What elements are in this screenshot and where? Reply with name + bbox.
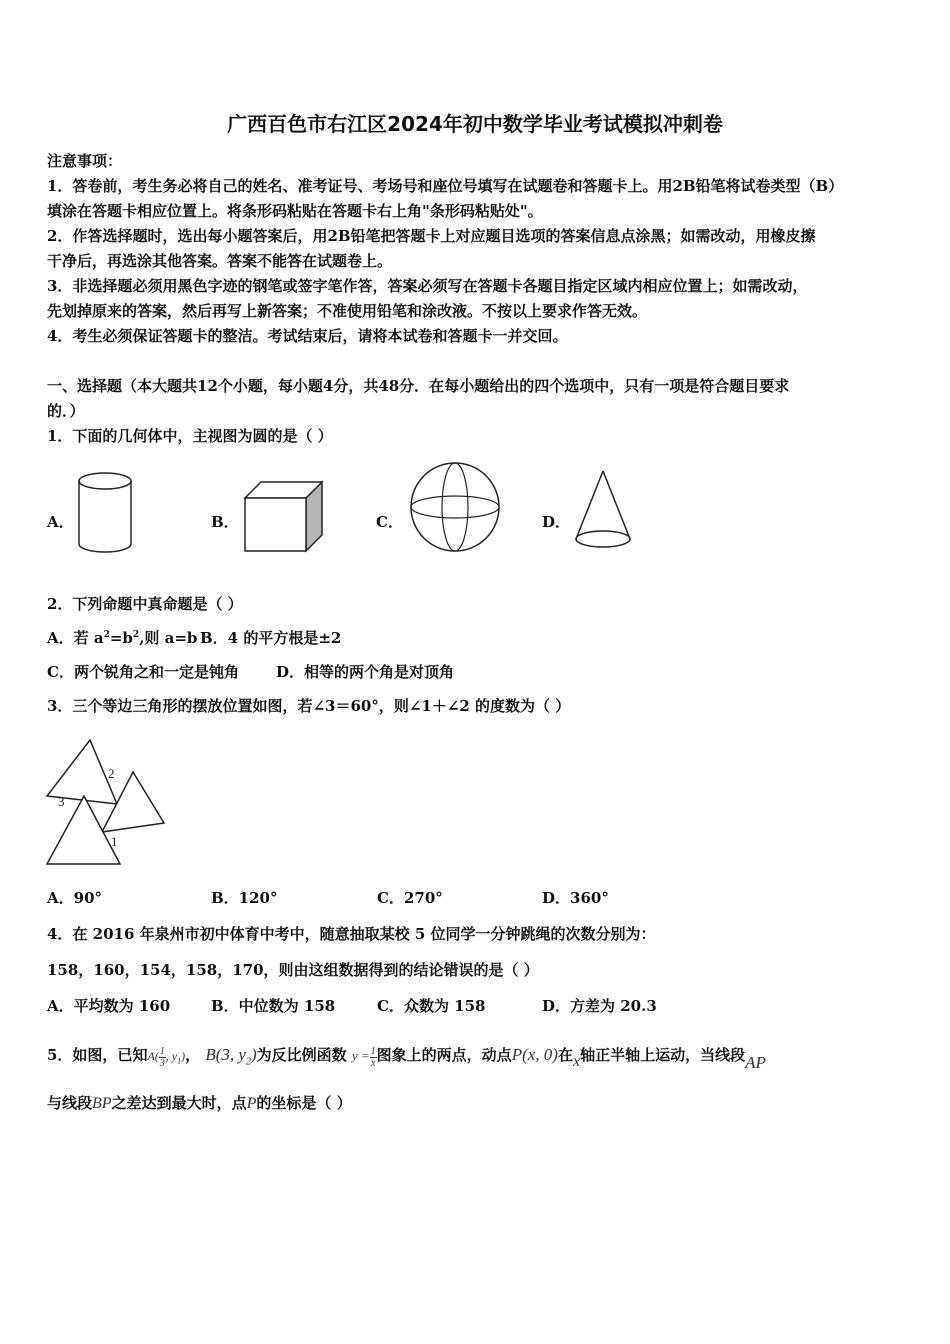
q3-option-d: D．360° bbox=[542, 889, 609, 907]
q1-option-d-label: D． bbox=[542, 513, 571, 531]
q2-option-b: B．4 的平方根是±2 bbox=[200, 629, 342, 647]
notice-line-2a: 2．作答选择题时，选出每小题答案后，用2B铅笔把答题卡上对应题目选项的答案信息点涂黑；如需改动，用橡皮擦 bbox=[47, 227, 816, 245]
q3-stem: 3．三个等边三角形的摆放位置如图，若∠3＝60°，则∠1＋∠2 的度数为（ ） bbox=[47, 697, 571, 715]
angle-label-1: 1 bbox=[111, 834, 118, 849]
q2-option-a: A．若 $a^2=b^2$,则 a=b bbox=[47, 629, 198, 647]
q4-stem: 4．在 2016 年泉州市初中体育中考中，随意抽取某校 5 位同学一分钟跳绳的次数分别为： bbox=[47, 925, 656, 943]
q5-line-2: 与线段BP之差达到最大时，点P的坐标是（ ） bbox=[47, 1094, 352, 1112]
q4-option-d: D．方差为 20.3 bbox=[542, 997, 657, 1015]
q1-option-c-label: C． bbox=[376, 513, 403, 531]
notice-line-4: 4．考生必须保证答题卡的整洁。考试结束后，请将本试卷和答题卡一并交回。 bbox=[47, 327, 568, 345]
q1-stem: 1．下面的几何体中，主视图为圆的是（ ） bbox=[47, 427, 333, 445]
notice-line-1b: 填涂在答题卡相应位置上。将条形码粘贴在答题卡右上角"条形码粘贴处"。 bbox=[47, 202, 543, 220]
q2-option-d: D．相等的两个角是对顶角 bbox=[276, 663, 455, 681]
q4-option-a: A．平均数为 160 bbox=[47, 997, 171, 1015]
cone-figure bbox=[572, 467, 636, 553]
q1-option-a-label: A． bbox=[47, 513, 74, 531]
q1-option-b-label: B． bbox=[211, 513, 239, 531]
q4-option-c: C．众数为 158 bbox=[377, 997, 486, 1015]
cylinder-figure bbox=[76, 470, 136, 556]
sphere-figure bbox=[407, 459, 503, 555]
page-title: 广西百色市右江区2024年初中数学毕业考试模拟冲刺卷 bbox=[227, 112, 723, 136]
q3-option-b: B．120° bbox=[211, 889, 278, 907]
angle-label-3: 3 bbox=[58, 794, 65, 809]
q4-data: 158，160，154，158，170，则由这组数据得到的结论错误的是（ ） bbox=[47, 961, 539, 979]
notice-line-3a: 3．非选择题必须用黑色字迹的钢笔或签字笔作答，答案必须写在答题卡各题目指定区域内相应位置上；如需改动， bbox=[47, 277, 808, 295]
notice-line-3b: 先划掉原来的答案，然后再写上新答案；不准使用铅笔和涂改液。不按以上要求作答无效。 bbox=[47, 302, 648, 320]
angle-label-2: 2 bbox=[108, 766, 115, 781]
cuboid-figure bbox=[240, 476, 330, 554]
q3-option-c: C．270° bbox=[377, 889, 443, 907]
triangles-figure bbox=[40, 732, 170, 868]
q4-option-b: B．中位数为 158 bbox=[211, 997, 336, 1015]
notice-line-1a: 1．答卷前，考生务必将自己的姓名、准考证号、考场号和座位号填写在试题卷和答题卡上。用2B铅笔将试卷类型（B） bbox=[47, 177, 844, 195]
notice-line-2b: 干净后，再选涂其他答案。答案不能答在试题卷上。 bbox=[47, 252, 393, 270]
q2-option-c: C．两个锐角之和一定是钝角 bbox=[47, 663, 239, 681]
q2-stem: 2．下列命题中真命题是（ ） bbox=[47, 595, 243, 613]
section-heading-line-1: 一、选择题（本大题共12个小题，每小题4分，共48分．在每小题给出的四个选项中，只有一项是符合题目要求 bbox=[47, 377, 790, 395]
q5-line-1: 5．如图，已知A( $\frac{1}{3}$ , $y_1$)， B(3, $y_2$)为反比例函数 y = $\frac{1}{x}$ 图象上的两点，动点P(x, 0)在x轴正半轴上运动，当线段AP bbox=[47, 1045, 766, 1072]
q3-option-a: A．90° bbox=[47, 889, 103, 907]
notice-heading: 注意事项： bbox=[47, 152, 123, 170]
section-heading-line-2: 的．） bbox=[47, 402, 85, 420]
